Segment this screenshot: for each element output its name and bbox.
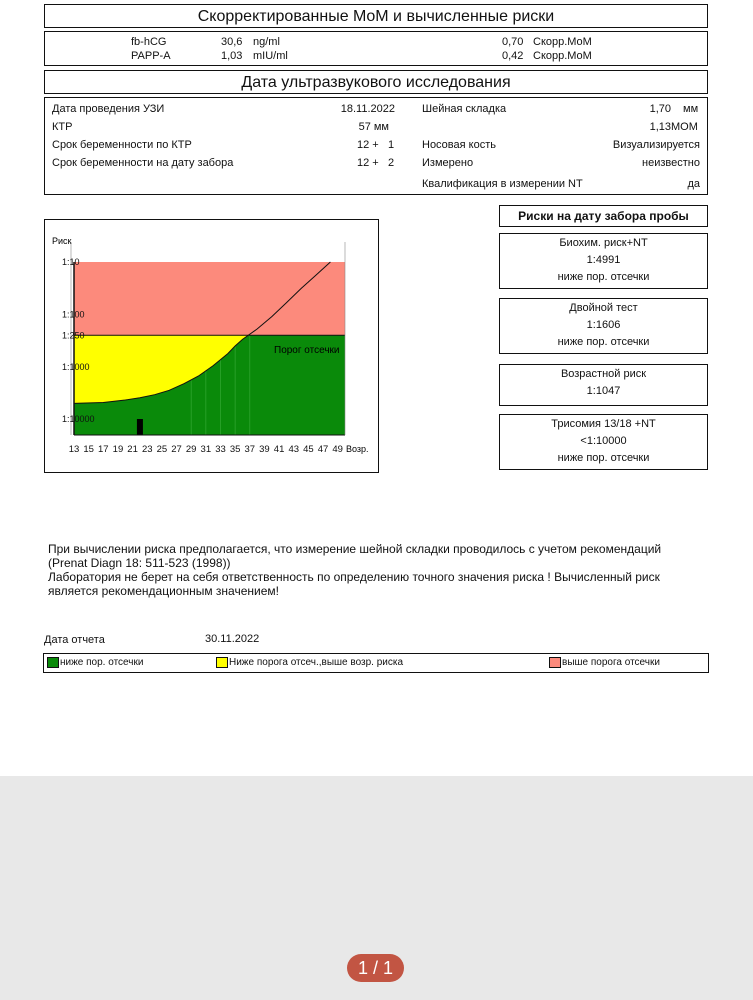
ga-draw-weeks: 12 + xyxy=(357,157,379,169)
marker-unit: ng/ml xyxy=(253,36,280,48)
y-tick-label: 1:10000 xyxy=(62,414,95,425)
markers-table xyxy=(44,31,708,66)
page-indicator[interactable] xyxy=(347,954,404,982)
marker-mom-label: Скорр.MoM xyxy=(533,50,592,62)
note-line: Лаборатория не берет на себя ответственность по определению точного значения риска ! Вычисленный риск xyxy=(48,570,660,584)
legend-swatch-yellow xyxy=(216,657,228,668)
marker-unit: mIU/ml xyxy=(253,50,288,62)
x-tick-label: 41 xyxy=(273,444,285,455)
x-tick-label: 29 xyxy=(185,444,197,455)
ktr-label: КТР xyxy=(52,121,73,133)
x-tick-label: 47 xyxy=(317,444,329,455)
us-date-label: Дата проведения УЗИ xyxy=(52,103,165,115)
ga-ktr-weeks: 12 + xyxy=(357,139,379,151)
x-tick-label: 33 xyxy=(215,444,226,455)
risk-name: Двойной тест xyxy=(569,302,638,314)
note-line: является рекомендационным значением! xyxy=(48,584,279,598)
nt-label: Шейная складка xyxy=(422,103,507,115)
marker-mom-label: Скорр.MoM xyxy=(533,36,592,48)
marker-mom: 0,42 xyxy=(502,50,524,62)
legend-label: выше порога отсечки xyxy=(562,657,660,668)
risk-box-age xyxy=(499,364,708,406)
nt-qualification-label: Квалификация в измерении NT xyxy=(422,178,583,190)
risk-value: 1:4991 xyxy=(586,254,621,266)
y-axis-label: Риск xyxy=(52,236,72,246)
note-line: При вычислении риска предполагается, что измерение шейной складки проводилось с учетом рекомендаций xyxy=(48,542,662,556)
measured-value: неизвестно xyxy=(642,157,700,169)
risk-box-double-test xyxy=(499,298,708,354)
x-tick-label: 39 xyxy=(259,444,270,455)
legend-label: Ниже порога отсеч.,выше возр. риска xyxy=(229,657,404,668)
risks-title-box xyxy=(499,205,708,227)
risk-chart xyxy=(45,220,378,472)
report-date-value: 30.11.2022 xyxy=(205,633,260,645)
measured-label: Измерено xyxy=(422,157,474,169)
risk-chart-frame xyxy=(44,219,379,473)
y-tick-label: 1:1000 xyxy=(62,361,90,372)
x-tick-label: 25 xyxy=(156,444,168,455)
x-tick-label: 13 xyxy=(68,444,80,455)
x-tick-label: 21 xyxy=(127,444,138,455)
marker-mom: 0,70 xyxy=(502,36,524,48)
page-indicator-text: 1 / 1 xyxy=(357,958,394,978)
marker-value: 30,6 xyxy=(221,36,243,48)
nasal-bone-value: Визуализируется xyxy=(612,139,700,151)
mom-title: Скорректированные MoM и вычисленные риски xyxy=(197,8,555,25)
mom-header xyxy=(44,4,708,28)
marker-name: fb-hCG xyxy=(131,36,167,48)
x-axis-label: Возр. xyxy=(346,444,369,454)
risk-status: ниже пор. отсечки xyxy=(557,271,650,283)
risk-value: <1:10000 xyxy=(580,435,627,447)
ga-draw-days: 2 xyxy=(388,157,395,169)
y-tick-label: 1:10 xyxy=(62,257,80,267)
note-line: (Prenat Diagn 18: 511-523 (1998)) xyxy=(48,556,231,570)
nt-qualification-value: да xyxy=(687,178,700,190)
ga-draw-label: Срок беременности на дату забора xyxy=(52,157,234,169)
x-tick-label: 49 xyxy=(332,444,343,455)
ga-ktr-days: 1 xyxy=(388,139,395,151)
x-tick-label: 37 xyxy=(244,444,256,455)
x-tick-label: 19 xyxy=(112,444,124,455)
x-tick-label: 17 xyxy=(98,444,109,455)
us-header xyxy=(44,70,708,94)
risk-box-biochem xyxy=(499,233,708,289)
x-tick-label: 27 xyxy=(171,444,182,455)
legend xyxy=(43,653,709,673)
x-tick-label: 23 xyxy=(141,444,153,455)
patient-marker xyxy=(137,419,143,435)
risk-name: Трисомия 13/18 +NT xyxy=(551,418,656,430)
x-tick-label: 43 xyxy=(288,444,300,455)
x-tick-label: 15 xyxy=(83,444,94,455)
risk-status: ниже пор. отсечки xyxy=(557,452,650,464)
risk-box-trisomy-13-18 xyxy=(499,414,708,470)
nasal-bone-label: Носовая кость xyxy=(422,139,496,151)
legend-swatch-green xyxy=(47,657,59,668)
report-date-label: Дата отчета xyxy=(44,634,105,646)
ga-ktr-label: Срок беременности по КТР xyxy=(52,139,192,151)
x-tick-label: 35 xyxy=(229,444,241,455)
y-tick-label: 1:100 xyxy=(62,309,85,320)
x-tick-label: 45 xyxy=(303,444,314,455)
zone-above-cutoff xyxy=(74,262,345,335)
risk-value: 1:1606 xyxy=(586,319,621,331)
legend-label: ниже пор. отсечки xyxy=(60,657,144,668)
us-details xyxy=(44,97,708,195)
nt-value: 1,70 xyxy=(649,103,671,115)
ktr-value: 57 мм xyxy=(358,121,389,133)
nt-mom-value: 1,13 xyxy=(649,121,671,133)
nt-mom-unit: MOM xyxy=(671,121,698,133)
risk-name: Биохим. риск+NT xyxy=(559,237,648,249)
risks-title: Риски на дату забора пробы xyxy=(518,209,689,223)
us-date-value: 18.11.2022 xyxy=(340,103,395,115)
cutoff-label: Порог отсечки xyxy=(274,345,340,356)
risk-status: ниже пор. отсечки xyxy=(557,336,650,348)
risk-name: Возрастной риск xyxy=(560,368,647,380)
marker-value: 1,03 xyxy=(221,50,243,62)
risk-value: 1:1047 xyxy=(586,385,621,397)
legend-swatch-red xyxy=(549,657,561,668)
us-title: Дата ультразвукового исследования xyxy=(241,74,511,91)
y-tick-label: 1:250 xyxy=(62,330,85,341)
marker-name: PAPP-A xyxy=(131,50,171,62)
nt-unit: мм xyxy=(683,103,699,115)
x-tick-label: 31 xyxy=(200,444,212,455)
